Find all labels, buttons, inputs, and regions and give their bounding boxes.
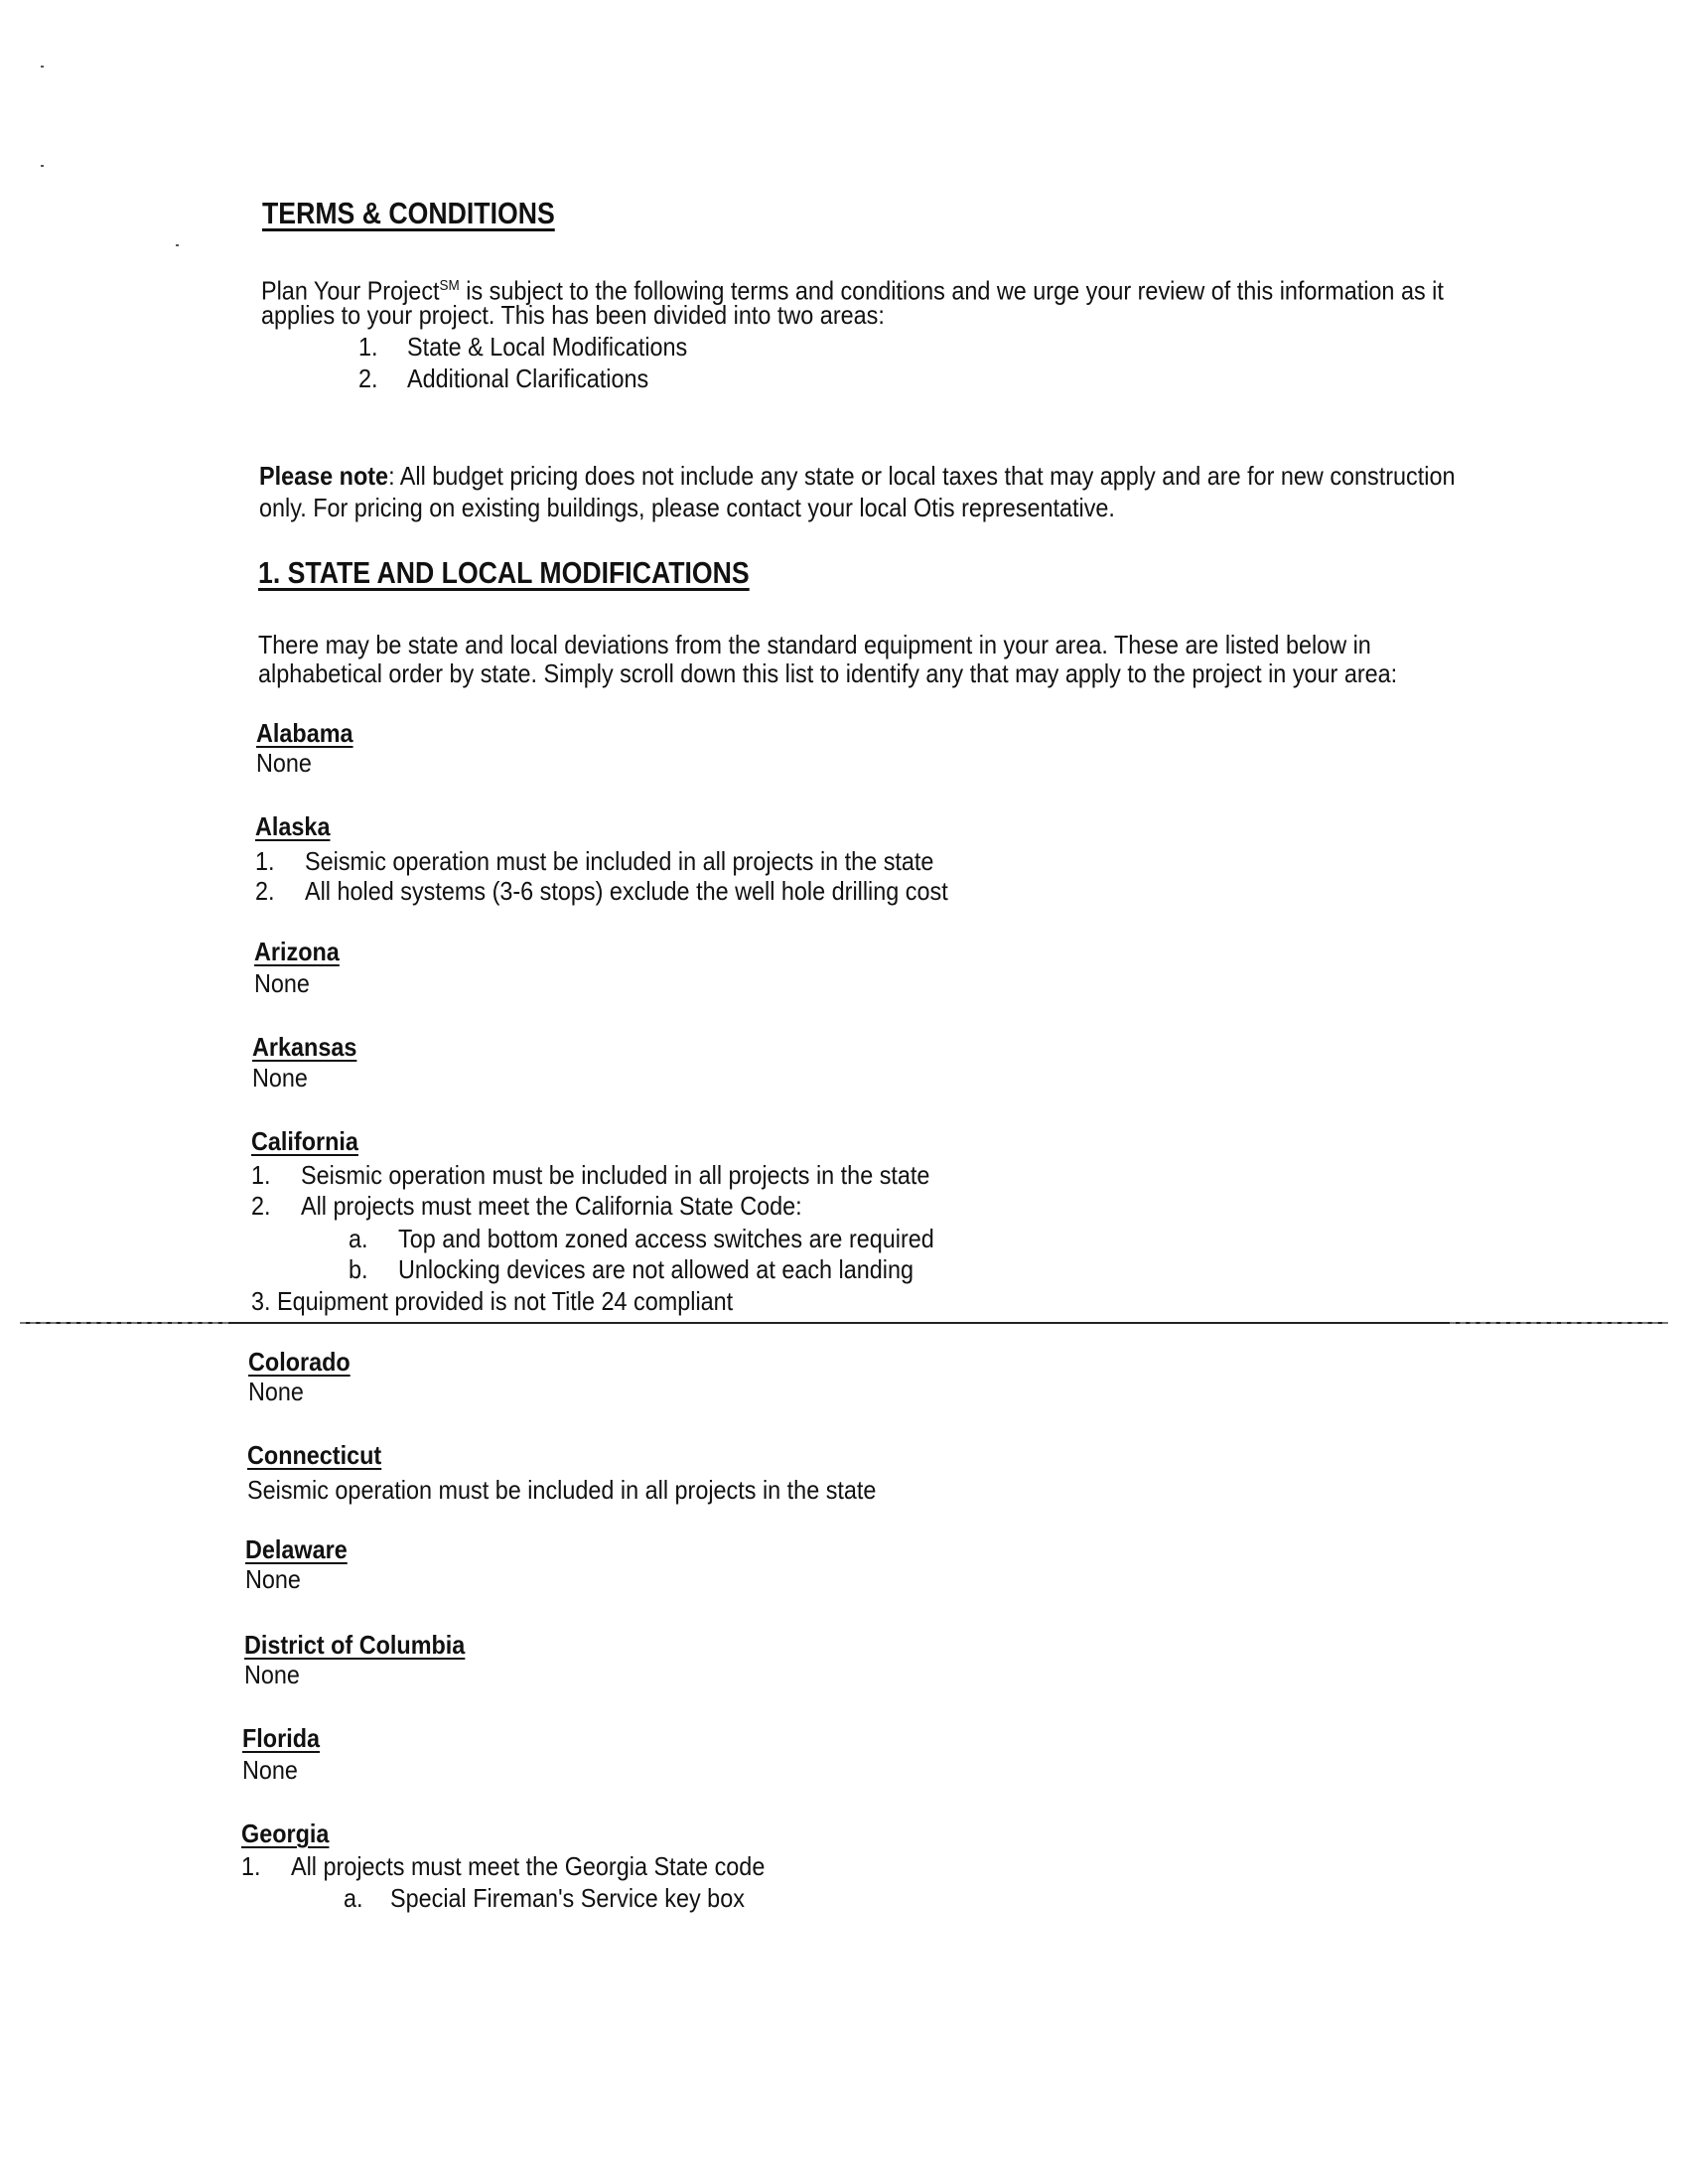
service-mark: SM	[439, 277, 460, 294]
state-text: None	[244, 1660, 300, 1689]
sub-item-letter: a.	[349, 1224, 368, 1253]
list-item: All holed systems (3-6 stops) exclude the well hole drilling cost	[305, 876, 948, 906]
sub-item-letter: b.	[349, 1254, 368, 1284]
sub-item-letter: a.	[344, 1883, 363, 1913]
area-number: 2.	[358, 364, 378, 393]
page-break-divider	[20, 1322, 1668, 1324]
sub-item: Unlocking devices are not allowed at each landing	[398, 1254, 914, 1284]
state-text: None	[245, 1564, 301, 1594]
item-number: 2.	[251, 1191, 271, 1221]
list-item: 3. Equipment provided is not Title 24 compliant	[251, 1286, 734, 1316]
section-intro-2: alphabetical order by state. Simply scroll down this list to identify any that may apply to the project in your area:	[258, 658, 1398, 688]
list-item: Seismic operation must be included in all projects in the state	[305, 846, 934, 876]
note-line-2: only. For pricing on existing buildings, please contact your local Otis representative.	[259, 493, 1115, 522]
state-text: None	[248, 1377, 304, 1406]
item-number: 1.	[241, 1851, 261, 1881]
item-number: 2.	[255, 876, 275, 906]
area-item: State & Local Modifications	[407, 332, 688, 362]
state-heading-colorado: Colorado	[248, 1347, 351, 1377]
sub-item: Special Fireman's Service key box	[390, 1883, 745, 1913]
intro-text: is subject to the following terms and conditions and we urge your review of this information as it	[459, 275, 1444, 306]
scan-speck	[41, 165, 44, 167]
section-intro-1: There may be state and local deviations from the standard equipment in your area. These are listed below in	[258, 630, 1371, 659]
state-text: None	[242, 1755, 298, 1785]
note-label: Please note	[259, 461, 389, 491]
intro-line-2: applies to your project. This has been divided into two areas:	[261, 300, 885, 330]
state-heading-alaska: Alaska	[255, 811, 331, 841]
state-heading-dc: District of Columbia	[244, 1630, 466, 1660]
state-heading-arkansas: Arkansas	[252, 1032, 357, 1062]
state-text: None	[252, 1063, 308, 1092]
scan-speck	[41, 66, 44, 68]
state-text: None	[254, 968, 310, 998]
area-number: 1.	[358, 332, 378, 362]
section-heading: 1. STATE AND LOCAL MODIFICATIONS	[258, 555, 750, 590]
state-heading-georgia: Georgia	[241, 1819, 330, 1848]
note-line-1	[259, 461, 1455, 491]
state-heading-connecticut: Connecticut	[247, 1440, 382, 1470]
note-text: : All budget pricing does not include any state or local taxes that may apply and are for new construction	[388, 461, 1456, 491]
state-heading-arizona: Arizona	[254, 937, 340, 966]
list-item: All projects must meet the California State Code:	[301, 1191, 802, 1221]
area-item: Additional Clarifications	[407, 364, 649, 393]
state-heading-alabama: Alabama	[256, 718, 353, 748]
item-number: 1.	[251, 1160, 271, 1190]
state-text: Seismic operation must be included in all projects in the state	[247, 1475, 877, 1505]
state-heading-delaware: Delaware	[245, 1534, 348, 1564]
list-item: All projects must meet the Georgia State code	[291, 1851, 766, 1881]
scan-speck	[176, 244, 179, 246]
page-title: TERMS & CONDITIONS	[262, 196, 555, 230]
state-heading-florida: Florida	[242, 1723, 321, 1753]
state-text: None	[256, 748, 312, 778]
list-item: Seismic operation must be included in all projects in the state	[301, 1160, 930, 1190]
intro-text: Plan Your Project	[261, 275, 440, 306]
state-heading-california: California	[251, 1126, 358, 1156]
item-number: 1.	[255, 846, 275, 876]
sub-item: Top and bottom zoned access switches are required	[398, 1224, 934, 1253]
